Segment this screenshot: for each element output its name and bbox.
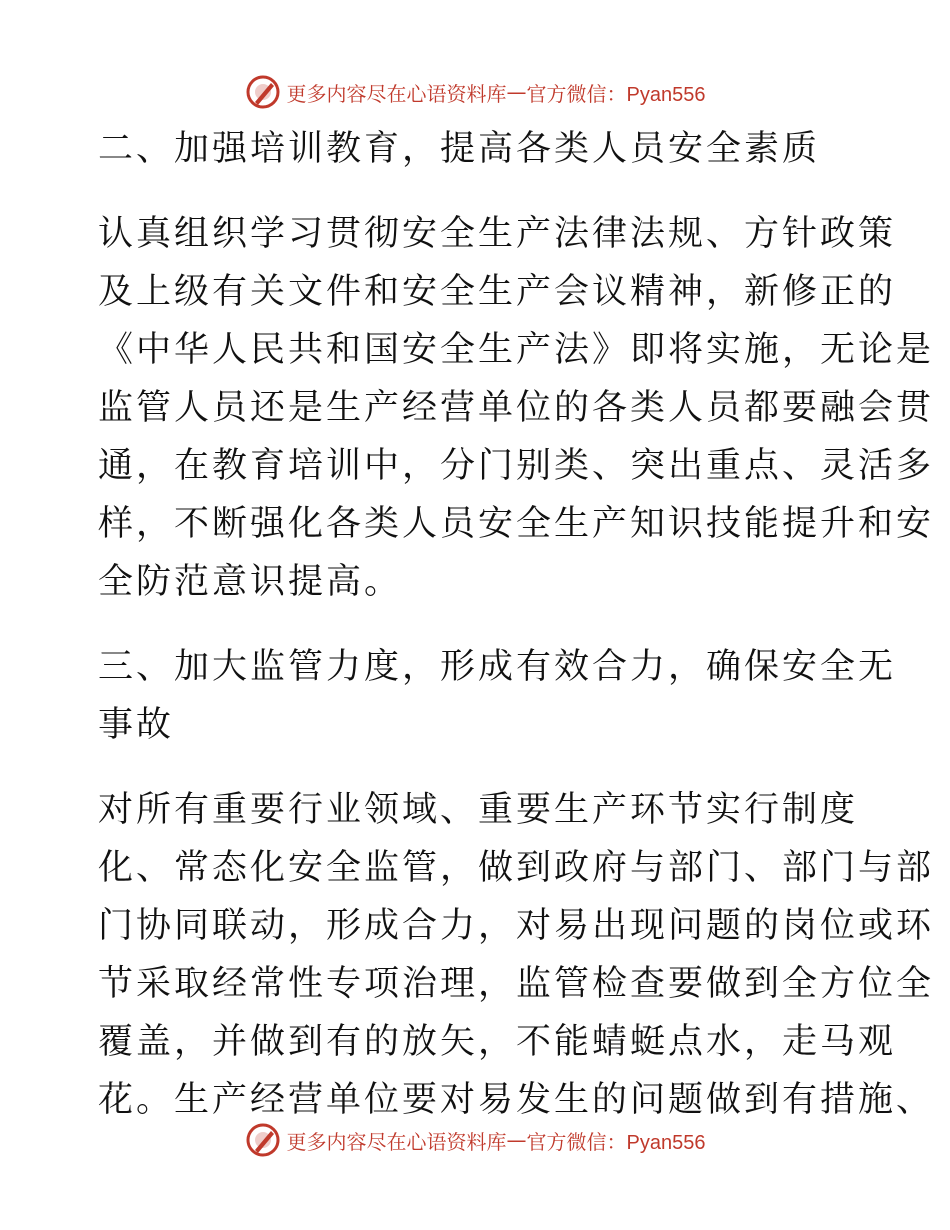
text-line: 覆盖，并做到有的放矢，不能蜻蜓点水，走马观 <box>98 1022 897 1062</box>
text-line: 二、加强培训教育，提高各类人员安全素质 <box>98 129 821 169</box>
footer-watermark-dash: — <box>506 1128 527 1152</box>
text-line: 事故 <box>98 705 175 745</box>
paragraph <box>98 205 935 611</box>
text-line: 《中华人民共和国安全生产法》即将实施，无论是 <box>98 330 935 370</box>
text-line: 门协同联动，形成合力，对易出现问题的岗位或环 <box>98 906 935 946</box>
text-line: 样，不断强化各类人员安全生产知识技能提升和安 <box>98 504 935 544</box>
header-watermark-text: 更多内容尽在心语资料库 <box>286 81 507 106</box>
text-line: 认真组织学习贯彻安全生产法律法规、方针政策 <box>98 214 897 254</box>
pen-logo-icon <box>245 1122 281 1158</box>
text-line: 对所有重要行业领域、重要生产环节实行制度 <box>98 790 859 830</box>
header-watermark-dash: — <box>506 80 527 104</box>
footer-watermark <box>0 1120 950 1160</box>
text-line: 化、常态化安全监管，做到政府与部门、部门与部 <box>98 848 935 888</box>
text-line: 节采取经常性专项治理，监管检查要做到全方位全 <box>98 964 935 1004</box>
text-line: 三、加大监管力度，形成有效合力，确保安全无 <box>98 647 897 687</box>
text-line: 全防范意识提高。 <box>98 562 403 602</box>
header-watermark-wechat: 官方微信：Pyan556 <box>526 83 706 106</box>
footer-watermark-text: 更多内容尽在心语资料库 <box>286 1129 507 1154</box>
document-body <box>98 120 935 1129</box>
text-line: 监管人员还是生产经营单位的各类人员都要融会贯 <box>98 388 935 428</box>
text-line: 花。生产经营单位要对易发生的问题做到有措施、 <box>98 1080 935 1120</box>
text-line: 通，在教育培训中，分门别类、突出重点、灵活多 <box>98 446 935 486</box>
section-heading <box>98 120 858 178</box>
section-heading <box>98 638 897 754</box>
header-watermark <box>0 72 950 112</box>
paragraph <box>98 781 935 1129</box>
text-line: 及上级有关文件和安全生产会议精神，新修正的 <box>98 272 897 312</box>
pen-logo-icon <box>245 74 281 110</box>
footer-watermark-wechat: 官方微信：Pyan556 <box>526 1131 706 1154</box>
